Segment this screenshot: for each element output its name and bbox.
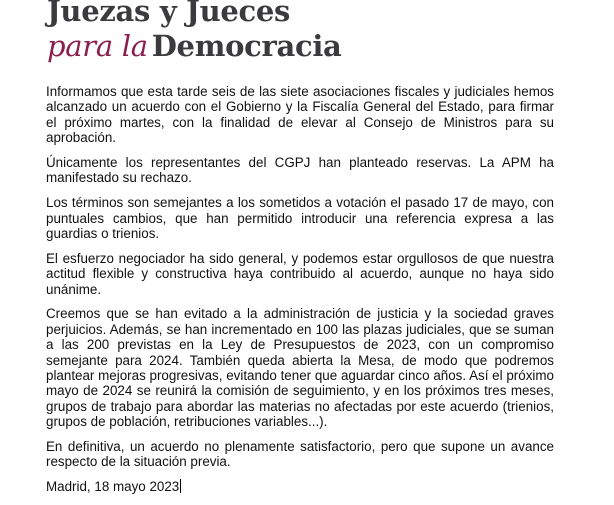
text-cursor: [180, 479, 181, 493]
organization-logo: [47, 0, 377, 70]
document-body[interactable]: [46, 84, 554, 504]
paragraph-1[interactable]: Informamos que esta tarde seis de las siete asociaciones fiscales y judiciales hemos alcanzado un acuerdo con el Gobierno y la Fiscalía General del Estado, para firmar el próximo martes, con la finalidad de elevar al Consejo de Ministros para su aprobación.: [46, 84, 554, 146]
paragraph-2[interactable]: Únicamente los representantes del CGPJ han planteado reservas. La APM ha manifestado su rechazo.: [46, 155, 554, 186]
logo-italic-text: para la: [47, 29, 148, 63]
paragraph-5[interactable]: Creemos que se han evitado a la administración de justicia y la sociedad graves perjuicios. Además, se han incrementado en 100 las plazas judiciales, que se suman a las 200 previstas en la Ley de Presupuestos de 2023, con un compromiso semejante para 2024. También queda abierta la Mesa, de modo que podremos plantear mejoras progresivas, evitando tener que aguardar cinco años. Así el próximo mayo de 2024 se reunirá la comisión de seguimiento, y en los próximos tres meses, grupos de trabajo para abordar las materias no afectadas por este acuerdo (trienios, grupos de población, retribuciones variables...).: [46, 306, 554, 430]
paragraph-4[interactable]: El esfuerzo negociador ha sido general, y podemos estar orgullosos de que nuestra actitud flexible y constructiva haya contribuido al acuerdo, aunque no haya sido unánime.: [46, 250, 554, 297]
logo-bold-text: Democracia: [151, 29, 342, 63]
paragraph-6[interactable]: En definitiva, un acuerdo no plenamente satisfactorio, pero que supone un avance respecto de la situación previa.: [46, 439, 554, 470]
signoff-line[interactable]: [46, 479, 554, 494]
paragraph-3[interactable]: Los términos son semejantes a los sometidos a votación el pasado 17 de mayo, con puntuales cambios, que han permitido introducir una referencia expresa a las guardias o trienios.: [46, 195, 554, 242]
logo-line-2: [47, 29, 342, 63]
signoff-text[interactable]: Madrid, 18 mayo 2023: [46, 479, 180, 495]
logo-line-1: Juezas y Jueces: [47, 0, 291, 28]
